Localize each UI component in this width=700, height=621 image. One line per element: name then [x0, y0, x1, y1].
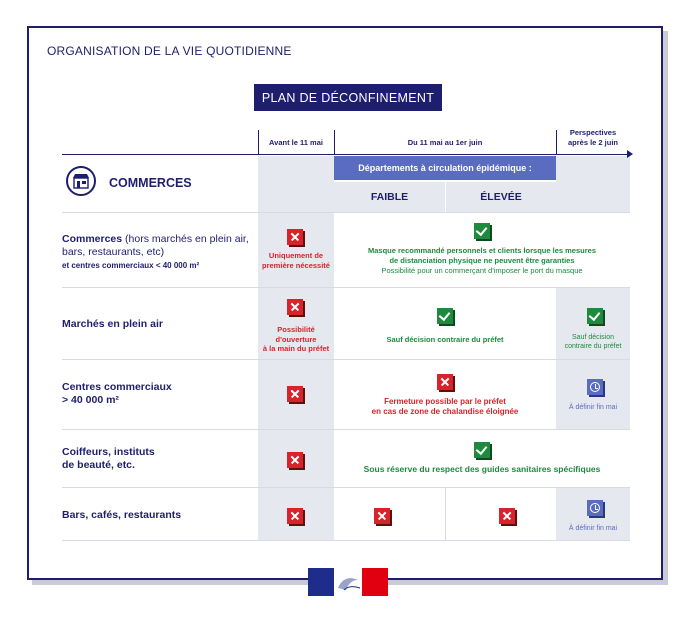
red-x-icon	[287, 508, 303, 524]
timeline-during-label: Du 11 mai au 1er juin	[407, 138, 483, 147]
clock-icon	[587, 500, 603, 516]
subheader-low: FAIBLE	[334, 182, 445, 212]
red-x-icon	[287, 299, 303, 315]
during-note-big-centers: Fermeture possible par le préfet en cas de zone de chalandise éloignée	[371, 397, 519, 416]
government-logo	[308, 568, 388, 596]
green-check-icon	[437, 308, 453, 324]
red-x-icon	[437, 374, 453, 390]
during-note-commerces: Masque recommandé personnels et clients lorsque les mesures de distanciation physique ne peuvent être garanties Possibilité pour un commerçant d'imposer le port du masque	[367, 246, 596, 275]
red-x-icon	[374, 508, 390, 524]
shop-icon	[66, 166, 96, 196]
timeline-tick	[258, 130, 259, 154]
row-label-markets: Marchés en plein air	[62, 318, 163, 330]
row-divider	[62, 429, 630, 430]
timeline-axis	[62, 154, 630, 155]
subheader-divider	[445, 182, 446, 212]
row-label-hairdressers: Coiffeurs, instituts de beauté, etc.	[62, 446, 155, 471]
before-note-markets: Possibilité d'ouverture à la main du préfet	[262, 325, 330, 353]
during-note-hairdressers: Sous réserve du respect des guides sanitaires spécifiques	[363, 464, 601, 474]
row-label-bars: Bars, cafés, restaurants	[62, 509, 182, 521]
dept-header: Départements à circulation épidémique :	[334, 156, 556, 180]
red-x-icon	[287, 229, 303, 245]
column-divider	[445, 487, 446, 540]
section-title: COMMERCES	[109, 176, 192, 190]
page-title: ORGANISATION DE LA VIE QUOTIDIENNE	[47, 44, 292, 58]
infographic-frame	[27, 26, 663, 580]
before-note-commerces: Uniquement de première nécessité	[262, 251, 330, 270]
row-divider	[62, 212, 630, 213]
red-x-icon	[287, 452, 303, 468]
row-divider	[62, 487, 630, 488]
row-label-big-centers: Centres commerciaux > 40 000 m²	[62, 381, 172, 406]
red-x-icon	[287, 386, 303, 402]
green-check-icon	[474, 223, 490, 239]
timeline-arrow-icon	[627, 150, 633, 158]
subheader-high: ÉLEVÉE	[446, 182, 556, 212]
red-x-icon	[499, 508, 515, 524]
after-note-bars: À définir fin mai	[568, 525, 618, 532]
plan-title: PLAN DE DÉCONFINEMENT	[254, 84, 442, 111]
timeline-tick	[556, 130, 557, 154]
row-label-commerces: Commerces (hors marchés en plein air, bars, restaurants, etc) et centres commerciaux < 40 000 m²	[62, 233, 249, 270]
green-check-icon	[474, 442, 490, 458]
green-check-icon	[587, 308, 603, 324]
clock-icon	[587, 379, 603, 395]
after-note-big-centers: À définir fin mai	[568, 404, 618, 411]
timeline-after-label: Perspectives après le 2 juin	[567, 128, 619, 147]
during-note-markets: Sauf décision contraire du préfet	[386, 335, 504, 344]
row-divider	[62, 287, 630, 288]
row-divider	[62, 540, 630, 541]
timeline-before-label: Avant le 11 mai	[269, 138, 323, 147]
after-note-markets: Sauf décision contraire du préfet	[564, 334, 622, 350]
after-column-bg	[556, 156, 630, 212]
timeline-tick	[334, 130, 335, 154]
row-divider	[62, 359, 630, 360]
